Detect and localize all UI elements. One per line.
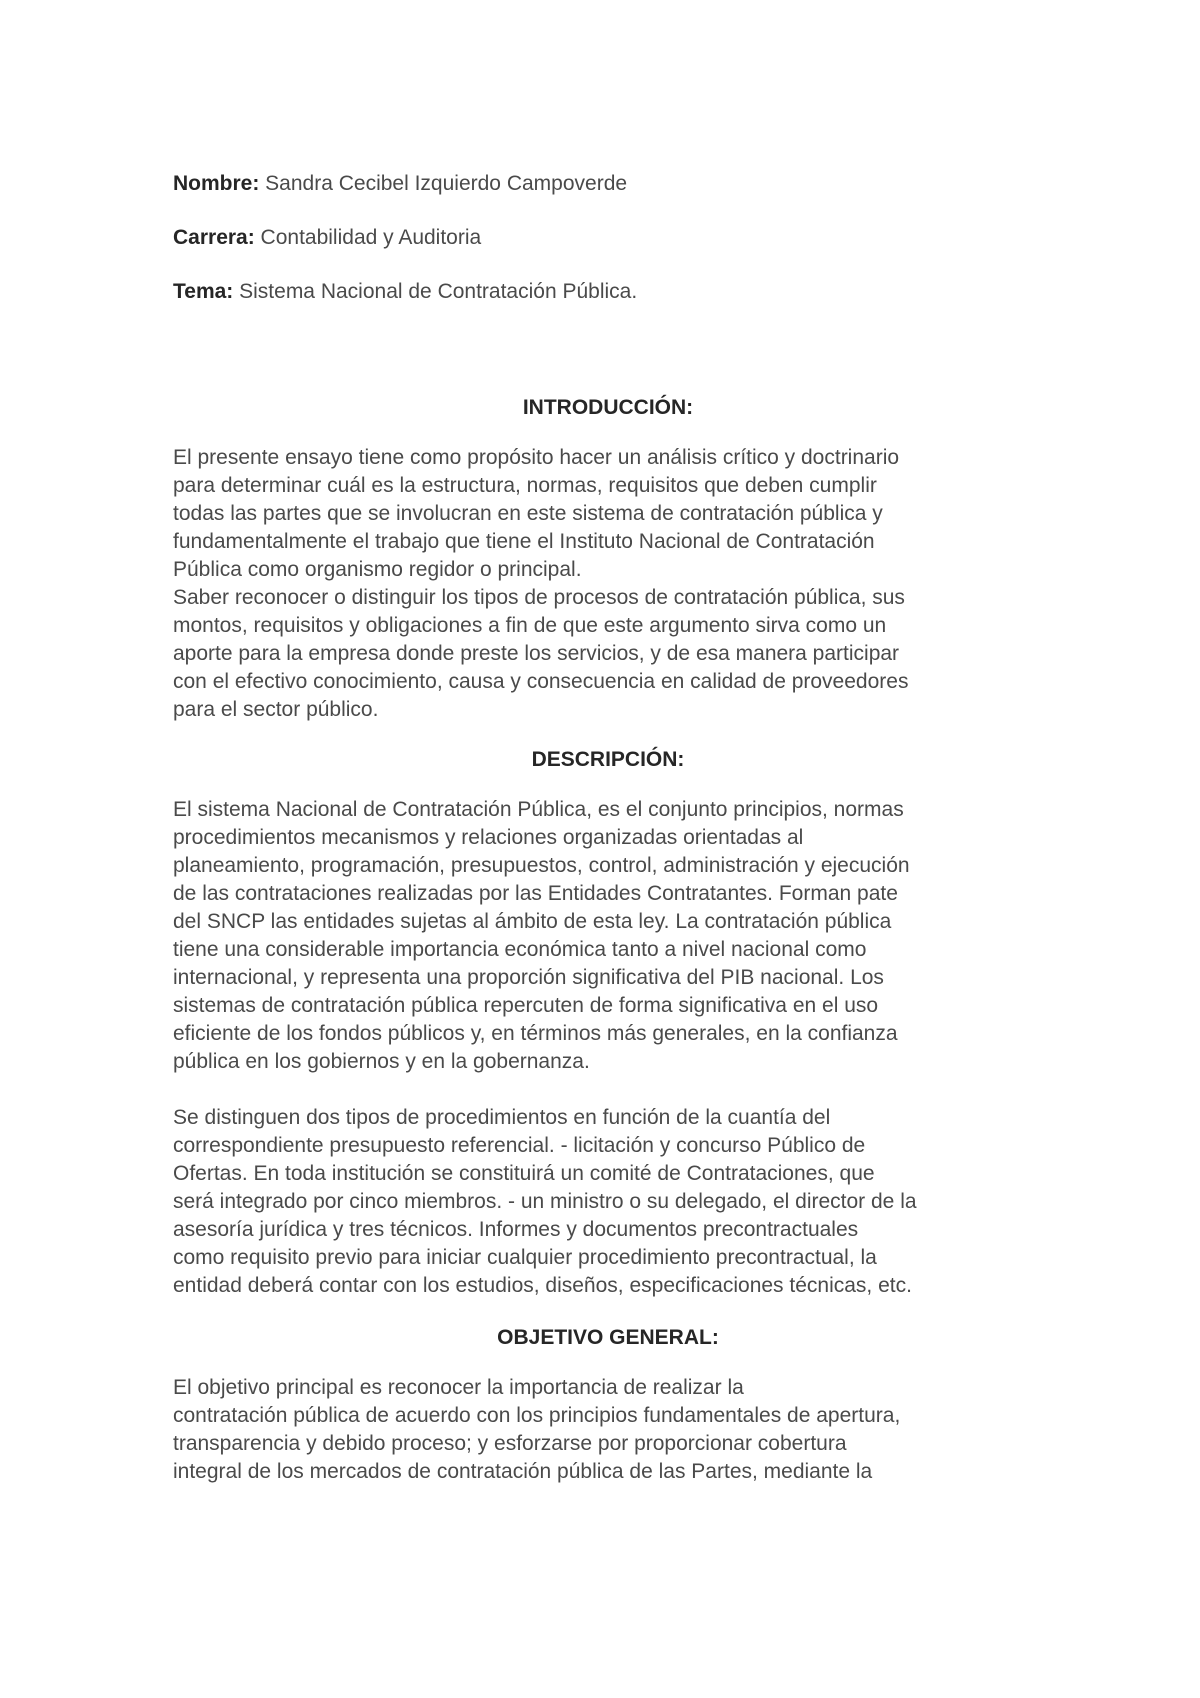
nombre-value: Sandra Cecibel Izquierdo Campoverde [259,172,628,195]
tema-label: Tema: [173,280,234,303]
text-line: fundamentalmente el trabajo que tiene el Instituto Nacional de Contratación [173,530,875,553]
text-line: transparencia y debido proceso; y esforzarse por proporcionar cobertura [173,1432,847,1455]
objetivo-heading: OBJETIVO GENERAL: [497,1326,719,1349]
text-line: correspondiente presupuesto referencial. - licitación y concurso Público de [173,1134,866,1157]
text-line: para el sector público. [173,698,379,721]
nombre-field [173,170,1043,198]
document-page [173,170,1043,1486]
descripcion-paragraph-2 [173,1104,1043,1300]
text-line: entidad deberá contar con los estudios, diseños, especificaciones técnicas, etc. [173,1274,912,1297]
text-line: aporte para la empresa donde preste los servicios, y de esa manera participar [173,642,900,665]
carrera-field [173,224,1043,252]
text-line: Ofertas. En toda institución se constituirá un comité de Contrataciones, que [173,1162,875,1185]
introduccion-paragraph [173,444,1043,724]
objetivo-paragraph [173,1374,1043,1486]
text-line: tiene una considerable importancia económica tanto a nivel nacional como [173,938,867,961]
tema-value: Sistema Nacional de Contratación Pública. [233,280,638,303]
text-line: Saber reconocer o distinguir los tipos de procesos de contratación pública, sus [173,586,905,609]
nombre-label: Nombre: [173,172,260,195]
text-line: para determinar cuál es la estructura, normas, requisitos que deben cumplir [173,474,877,497]
tema-field [173,278,1043,306]
text-line: del SNCP las entidades sujetas al ámbito de esta ley. La contratación pública [173,910,892,933]
carrera-value: Contabilidad y Auditoria [254,226,482,249]
text-line: asesoría jurídica y tres técnicos. Informes y documentos precontractuales [173,1218,859,1241]
text-line: planeamiento, programación, presupuestos, control, administración y ejecución [173,854,910,877]
text-line: eficiente de los fondos públicos y, en términos más generales, en la confianza [173,1022,898,1045]
text-line: procedimientos mecanismos y relaciones organizadas orientadas al [173,826,804,849]
text-line: con el efectivo conocimiento, causa y consecuencia en calidad de proveedores [173,670,909,693]
text-line: Pública como organismo regidor o principal. [173,558,582,581]
text-line: pública en los gobiernos y en la gobernanza. [173,1050,590,1073]
text-line: Se distinguen dos tipos de procedimientos en función de la cuantía del [173,1106,831,1129]
text-line: sistemas de contratación pública repercuten de forma significativa en el uso [173,994,879,1017]
descripcion-heading: DESCRIPCIÓN: [531,748,685,771]
text-line: de las contrataciones realizadas por las Entidades Contratantes. Forman pate [173,882,898,905]
text-line: todas las partes que se involucran en este sistema de contratación pública y [173,502,883,525]
text-line: como requisito previo para iniciar cualquier procedimiento precontractual, la [173,1246,877,1269]
introduccion-heading: INTRODUCCIÓN: [522,396,694,419]
descripcion-paragraph-1 [173,796,1043,1076]
text-line: internacional, y representa una proporción significativa del PIB nacional. Los [173,966,884,989]
text-line: El presente ensayo tiene como propósito hacer un análisis crítico y doctrinario [173,446,900,469]
carrera-label: Carrera: [173,226,255,249]
text-line: montos, requisitos y obligaciones a fin de que este argumento sirva como un [173,614,887,637]
text-line: integral de los mercados de contratación pública de las Partes, mediante la [173,1460,873,1483]
text-line: contratación pública de acuerdo con los principios fundamentales de apertura, [173,1404,901,1427]
text-line: será integrado por cinco miembros. - un ministro o su delegado, el director de la [173,1190,917,1213]
text-line: El sistema Nacional de Contratación Pública, es el conjunto principios, normas [173,798,904,821]
text-line: El objetivo principal es reconocer la importancia de realizar la [173,1376,744,1399]
